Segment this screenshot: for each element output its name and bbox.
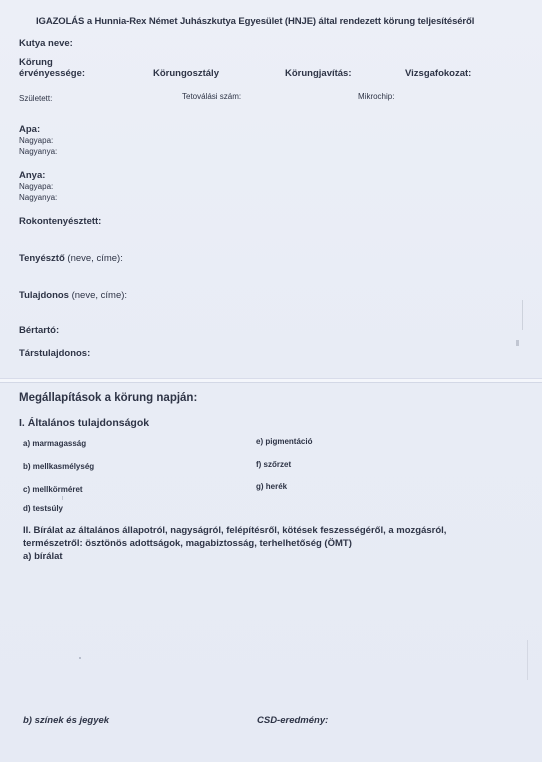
item-d-weight: d) testsúly: [23, 504, 64, 513]
maternal-grandmother-label: Nagyanya:: [19, 193, 58, 202]
scan-mark: [522, 300, 523, 330]
tattoo-label: Tetoválási szám:: [182, 92, 242, 101]
scan-mark: [527, 640, 528, 680]
review-label: a) bírálat: [23, 551, 63, 562]
item-c-chest-girth: c) mellkörméret: [23, 485, 83, 494]
breeder-label: Tenyésztő (neve, címe):: [19, 253, 123, 264]
class-label: Körungosztály: [153, 68, 219, 79]
section-divider: [0, 378, 542, 383]
findings-heading: Megállapítások a körung napján:: [19, 392, 198, 404]
item-f-coat: f) szőrzet: [256, 460, 292, 469]
document-title: IGAZOLÁS a Hunnia-Rex Német Juhászkutya Egyesület (HNJE) által rendezett körung teljesítéséről: [36, 16, 475, 27]
recommendation-label: Körungjavítás:: [285, 68, 352, 79]
validity-label-line2: érvényessége:: [19, 68, 86, 79]
chip-label: Mikrochip:: [358, 92, 395, 101]
born-label: Született:: [19, 94, 53, 103]
section-2-line1: II. Bírálat az általános állapotról, nagyságról, felépítésről, kötések feszességéről, a mozgásról,: [23, 525, 447, 536]
maternal-grandfather-label: Nagyapa:: [19, 182, 54, 191]
paternal-grandfather-label: Nagyapa:: [19, 136, 54, 145]
scan-mark: [79, 657, 81, 659]
item-e-pigmentation: e) pigmentáció: [256, 437, 313, 446]
dog-name-label: Kutya neve:: [19, 38, 73, 49]
colors-marks-label: b) színek és jegyek: [23, 715, 110, 726]
item-b-chest-depth: b) mellkasmélység: [23, 462, 95, 471]
paternal-grandmother-label: Nagyanya:: [19, 147, 58, 156]
item-a-height: a) marmagasság: [23, 439, 87, 448]
father-label: Apa:: [19, 124, 41, 135]
scan-mark: [62, 496, 63, 500]
owner-label: Tulajdonos (neve, címe):: [19, 290, 128, 301]
inbreeding-label: Rokontenyésztett:: [19, 216, 102, 227]
item-g-testicles: g) herék: [256, 482, 288, 491]
validity-label-line1: Körung: [19, 57, 53, 68]
section-1-heading: I. Általános tulajdonságok: [19, 417, 150, 429]
exam-label: Vizsgafokozat:: [405, 68, 472, 79]
csd-result-label: CSD-eredmény:: [257, 715, 329, 726]
section-2-line2: természetről: ösztönös adottságok, magabiztosság, terhelhetőség (ÖMT): [23, 538, 352, 549]
keeper-label: Bértartó:: [19, 325, 60, 336]
mother-label: Anya:: [19, 170, 46, 181]
co-owner-label: Társtulajdonos:: [19, 348, 91, 359]
scan-mark: [516, 340, 519, 346]
